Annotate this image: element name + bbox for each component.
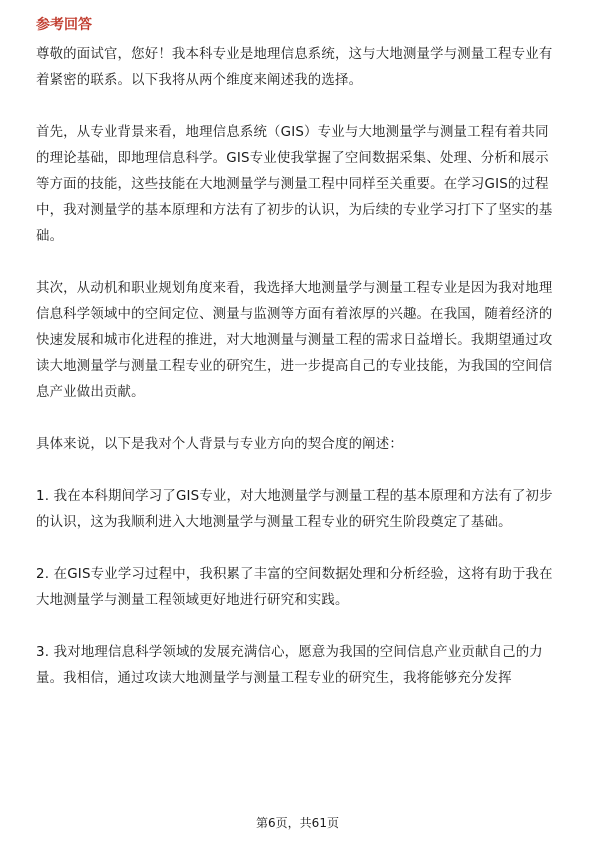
answer-body — [36, 42, 560, 718]
paragraph-motivation: 其次，从动机和职业规划角度来看，我选择大地测量学与测量工程专业是因为我对地理信息科学领域中的空间定位、测量与监测等方面有着浓厚的兴趣。在我国，随着经济的快速发展和城市化进程的推进，对大地测量与测量工程的需求日益增长。我期望通过攻读大地测量学与测量工程专业的研究生，进一步提高自己的专业技能，为我国的空间信息产业做出贡献。 — [36, 281, 553, 400]
list-item-2: 2. 在GIS专业学习过程中，我积累了丰富的空间数据处理和分析经验，这将有助于我在大地测量学与测量工程领域更好地进行研究和实践。 — [36, 567, 553, 608]
page-footer: 第6页，共61页 — [256, 816, 339, 830]
paragraph-background: 首先，从专业背景来看，地理信息系统（GIS）专业与大地测量学与测量工程有着共同的理论基础，即地理信息科学。GIS专业使我掌握了空间数据采集、处理、分析和展示等方面的技能，这些技能在大地测量学与测量工程中同样至关重要。在学习GIS的过程中，我对测量学的基本原理和方法有了初步的认识，为后续的专业学习打下了坚实的基础。 — [36, 125, 553, 244]
paragraph-intro-list: 具体来说，以下是我对个人背景与专业方向的契合度的阐述： — [36, 437, 403, 452]
paragraph-greeting: 尊敬的面试官，您好！我本科专业是地理信息系统，这与大地测量学与测量工程专业有着紧密的联系。以下我将从两个维度来阐述我的选择。 — [36, 47, 553, 88]
section-heading: 参考回答 — [36, 17, 92, 33]
list-item-3: 3. 我对地理信息科学领域的发展充满信心，愿意为我国的空间信息产业贡献自己的力量。我相信，通过攻读大地测量学与测量工程专业的研究生，我将能够充分发挥 — [36, 645, 543, 686]
list-item-1: 1. 我在本科期间学习了GIS专业，对大地测量学与测量工程的基本原理和方法有了初步的认识，这为我顺利进入大地测量学与测量工程专业的研究生阶段奠定了基础。 — [36, 489, 553, 530]
